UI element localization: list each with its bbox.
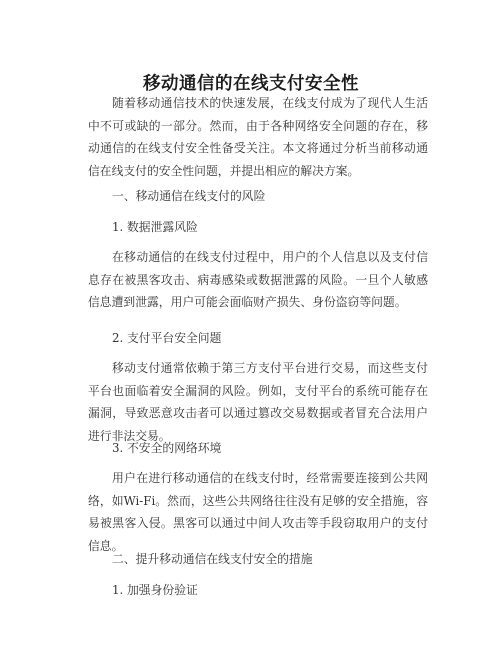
item-heading-authentication: 1. 加强身份验证: [112, 583, 198, 597]
item-heading-platform-security: 2. 支付平台安全问题: [112, 331, 222, 345]
item-heading-data-leak: 1. 数据泄露风险: [112, 220, 198, 234]
section-heading-measures: 二、提升移动通信在线支付安全的措施: [112, 552, 313, 566]
item-body-platform-security: 移动支付通常依赖于第三方支付平台进行交易，而这些支付平台也面临着安全漏洞的风险。例如，支付平台的系统可能存在漏洞，导致恶意攻击者可以通过篡改交易数据或者冒充合法用户进行非法交易。: [88, 361, 428, 443]
section-heading-risks: 一、移动通信在线支付的风险: [112, 189, 266, 203]
item-heading-network-environment: 3. 不安全的网络环境: [112, 441, 222, 455]
item-body-network-environment: 用户在进行移动通信的在线支付时，经常需要连接到公共网络，如Wi-Fi。然而，这些公共网络往往没有足够的安全措施，容易被黑客入侵。黑客可以通过中间人攻击等手段窃取用户的支付信息。: [88, 471, 428, 553]
page-title: 移动通信的在线支付安全性: [143, 73, 359, 94]
intro-paragraph: 随着移动通信技术的快速发展，在线支付成为了现代人生活中不可或缺的一部分。然而，由于各种网络安全问题的存在，移动通信的在线支付安全性备受关注。本文将通过分析当前移动通信在线支付的安全性问题，并提出相应的解决方案。: [88, 96, 428, 178]
item-body-data-leak: 在移动通信的在线支付过程中，用户的个人信息以及支付信息存在被黑客攻击、病毒感染或数据泄露的风险。一旦个人敏感信息遭到泄露，用户可能会面临财产损失、身份盗窃等问题。: [88, 250, 428, 310]
